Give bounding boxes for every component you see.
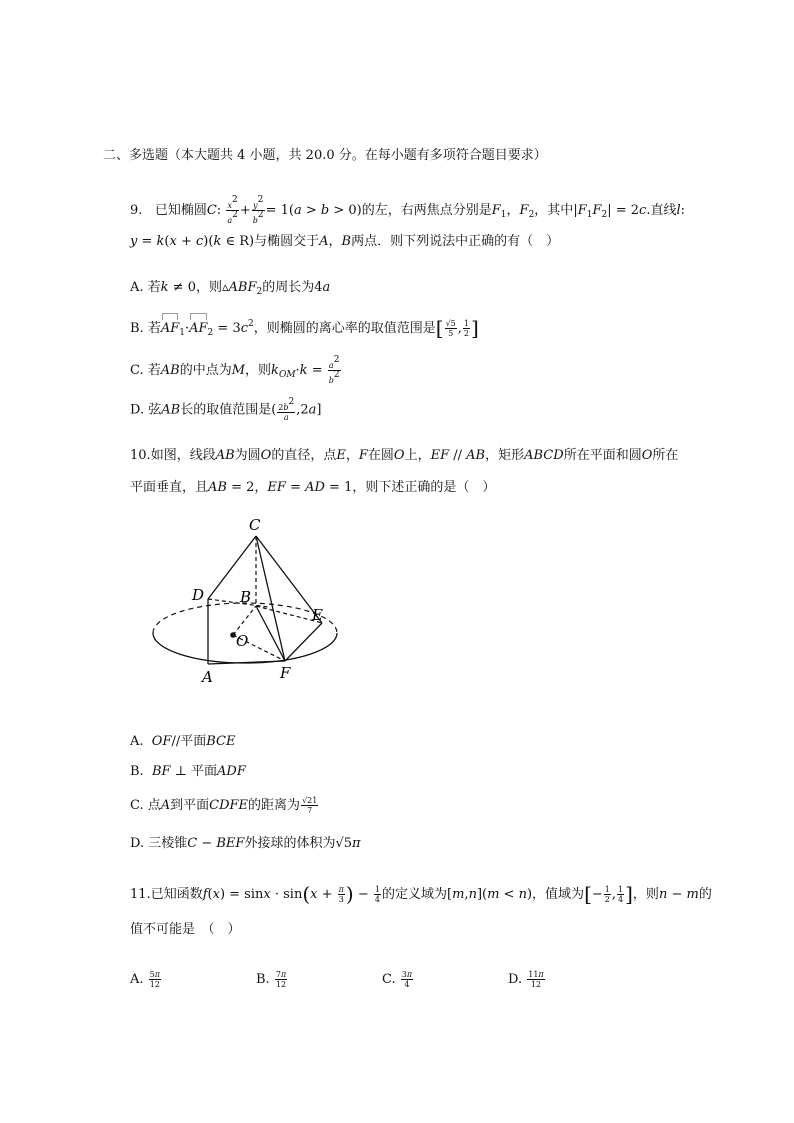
q10-option-d: D. 三棱锥C − BEF外接球的体积为√5π: [130, 836, 361, 851]
label-d: D: [192, 586, 205, 604]
label-e: E: [312, 606, 323, 624]
q11-option-d: D. $\frac{11\pi}{12}$: [508, 970, 544, 989]
label-o: O: [236, 632, 249, 650]
edge-ob: [233, 606, 256, 635]
q11-line2: 值不可能是 （ ）: [130, 922, 241, 937]
q9-option-d: D. 弦AB长的取值范围是( $\frac{2b2}{a}$ ,2a]: [130, 397, 322, 422]
q10-option-b: B. BF ⊥ 平面ADF: [130, 764, 246, 779]
edge-bf: [256, 606, 285, 661]
label-c: C: [249, 516, 261, 534]
q11-option-b: B. $\frac{7\pi}{12}$: [256, 970, 287, 989]
label-f: F: [280, 664, 291, 682]
geometry-figure: [150, 512, 350, 687]
q9-option-a: A. 若k ≠ 0，则$▵ABF_2$的周长为4a: [130, 280, 331, 297]
label-a: A: [202, 668, 213, 686]
section-title: 二、多选题（本大题共 4 小题，共 20.0 分。在每小题有多项符合题目要求）: [103, 148, 547, 163]
edge-ef: [285, 623, 322, 661]
q10-line2: 平面垂直，且AB = 2，EF = AD = 1，则下述正确的是（ ）: [130, 480, 496, 495]
label-b: B: [240, 588, 252, 606]
q11-option-c: C. $\frac{3\pi}{4}$: [382, 970, 413, 989]
q10-option-c: C. 点A到平面CDFE的距离为 $\frac{√21}{7}$: [130, 796, 318, 815]
q11-option-a: A. $\frac{5\pi}{12}$: [130, 970, 161, 989]
q10-line1: 10.如图，线段AB为圆O的直径，点E，F在圆O上，EF // AB，矩形ABCD所在平面和圆O所在: [130, 448, 679, 463]
hidden-arc: [153, 603, 337, 633]
q9-line2: y = k(x + c)(k ∈ R)与椭圆交于A，B两点．则下列说法中正确的有（ ）: [130, 234, 560, 249]
q10-option-a: A. OF//平面BCE: [130, 734, 236, 749]
q9-option-b: B. 若$AF_1\cdot AF_2 = 3c^2$，则椭圆的离心率的取值范围是[ $\frac{√5}{5}$ , $\frac{1}{2}$ ]: [130, 316, 479, 340]
q11-line1: 11.已知函数f(x) = sinx · sin(x + $\frac{\pi}{3}$ ) − $\frac{1}{4}$ 的定义域为[m,n](m < n)，值域为[− $\frac{1}{2}$ , $\frac{1}{4}$ ]，则n − m的: [130, 882, 712, 906]
q9-line1: 9. 已知椭圆C: $\frac{x2}{a2}$ + $\frac{y2}{b2}$ = 1(a > b > 0)的左，右两焦点分别是$F_1$，$F_2$，其中$|F_1F_2| = 2c$.直线l:: [130, 195, 686, 225]
center-o-dot: [230, 632, 236, 638]
q9-option-c: C. 若AB的中点为M，则$k_{OM}\cdot k$ = $\frac{a2}{b2}$: [130, 355, 340, 385]
